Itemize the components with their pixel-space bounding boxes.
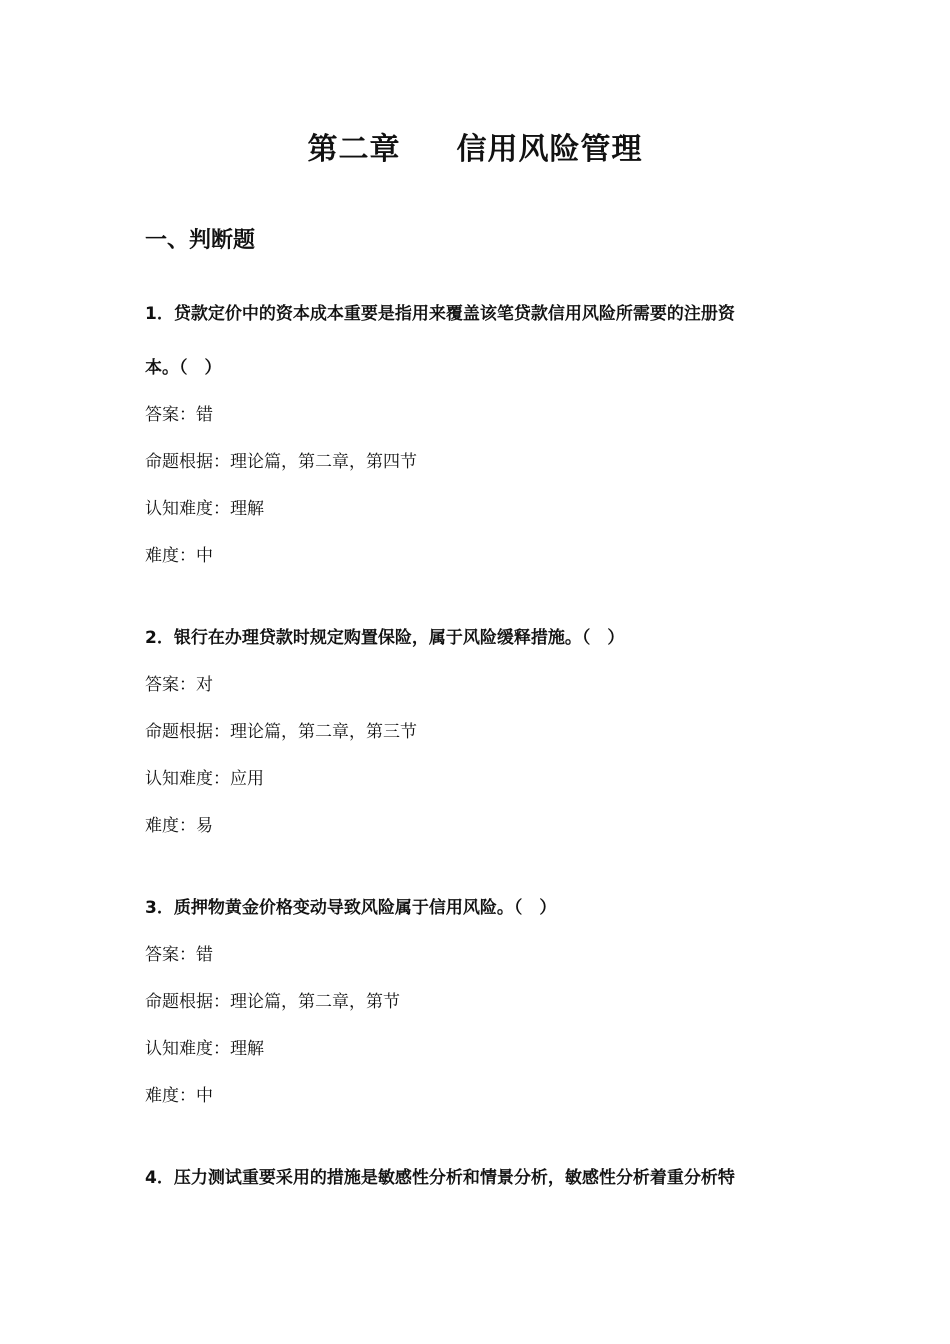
question-2-answer: 答案：对: [145, 675, 213, 695]
chapter-label: 第二章: [307, 132, 401, 167]
question-1-cognitive-level: 认知难度：理解: [145, 499, 264, 519]
question-2-cognitive-level: 认知难度：应用: [145, 769, 264, 789]
question-4-text-line1: 4．压力测试重要采用的措施是敏感性分析和情景分析，敏感性分析着重分析特: [145, 1168, 735, 1188]
question-1-answer: 答案：错: [145, 405, 213, 425]
section-title: 一、判断题: [145, 228, 256, 253]
question-3-cognitive-level: 认知难度：理解: [145, 1039, 264, 1059]
question-2-basis: 命题根据：理论篇，第二章，第三节: [145, 722, 417, 742]
question-1-text-line2: 本。（ ）: [145, 358, 222, 378]
question-1-difficulty: 难度：中: [145, 546, 213, 566]
question-1-text-line1: 1．贷款定价中的资本成本重要是指用来覆盖该笔贷款信用风险所需要的注册资: [145, 304, 735, 324]
question-3-text: 3．质押物黄金价格变动导致风险属于信用风险。（ ）: [145, 898, 557, 918]
question-3-difficulty: 难度：中: [145, 1086, 213, 1106]
question-2-difficulty: 难度：易: [145, 816, 213, 836]
question-3-basis: 命题根据：理论篇，第二章，第节: [145, 992, 400, 1012]
chapter-name: 信用风险管理: [456, 132, 643, 167]
question-1-basis: 命题根据：理论篇，第二章，第四节: [145, 452, 417, 472]
question-2-text: 2．银行在办理贷款时规定购置保险，属于风险缓释措施。（ ）: [145, 628, 625, 648]
chapter-title: [0, 128, 950, 172]
question-3-answer: 答案：错: [145, 945, 213, 965]
